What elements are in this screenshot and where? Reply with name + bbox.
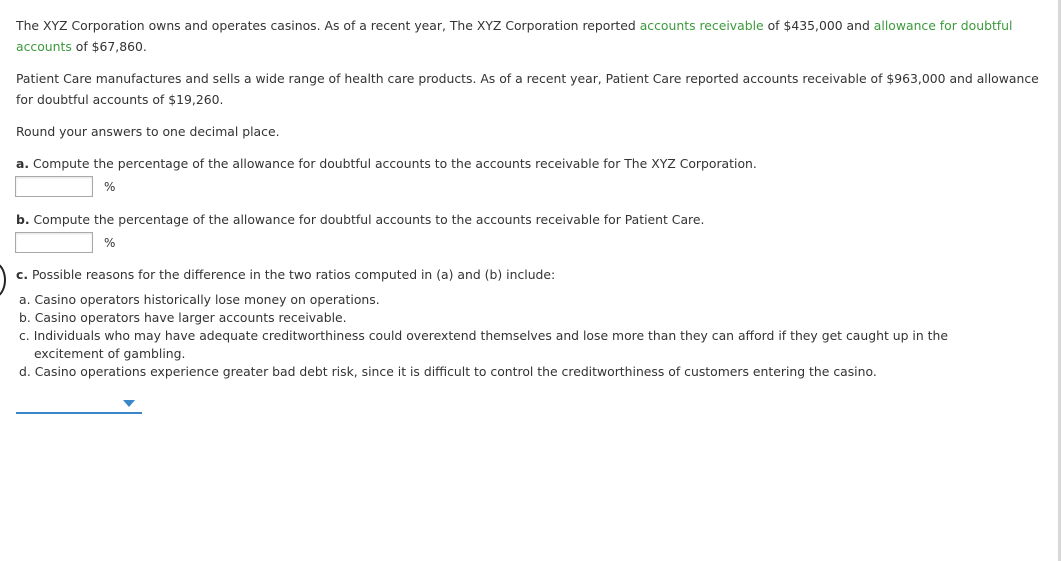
question-b-label: b. <box>16 212 30 227</box>
partial-circle-marker <box>0 262 6 298</box>
question-b-prompt <box>16 209 1048 230</box>
option-a-text: a. Casino operators historically lose money on operations. <box>19 292 380 307</box>
rounding-instruction: Round your answers to one decimal place. <box>16 124 280 139</box>
question-b-unit: % <box>104 235 116 250</box>
intro-xyz-paragraph <box>16 15 1048 57</box>
question-a-prompt <box>16 153 1048 174</box>
caret-down-icon[interactable] <box>123 400 135 407</box>
option-d-text: d. Casino operations experience greater bad debt risk, since it is difficult to control the creditworthiness of customers entering the casino. <box>19 364 877 379</box>
intro-xyz-tail: of $67,860. <box>71 39 147 54</box>
question-c-dropdown[interactable] <box>16 396 142 414</box>
option-a <box>19 291 1019 309</box>
intro-xyz-lead: The XYZ Corporation owns and operates casinos. As of a recent year, The XYZ Corporation reported <box>16 18 640 33</box>
intro-xyz-mid: of $435,000 and <box>763 18 874 33</box>
option-d <box>19 363 1019 381</box>
option-c-text: c. Individuals who may have adequate creditworthiness could overextend themselves and lose more than they can afford if they get caught up in the excitement of gambling. <box>19 328 948 361</box>
question-a-unit: % <box>104 179 116 194</box>
question-a-text: Compute the percentage of the allowance for doubtful accounts to the accounts receivable for The XYZ Corporation. <box>29 156 757 171</box>
intro-patient-care-paragraph: Patient Care manufactures and sells a wide range of health care products. As of a recent year, Patient Care reported accounts receivable of $963,000 and allowance for doubtful accounts of $19,260. <box>16 71 1039 107</box>
question-a-answer-row <box>15 175 115 198</box>
option-b-text: b. Casino operators have larger accounts receivable. <box>19 310 347 325</box>
term-allowance-doubtful-accounts[interactable]: allowance for doubtful accounts <box>16 18 1013 54</box>
question-c-text: Possible reasons for the difference in the two ratios computed in (a) and (b) include: <box>28 267 556 282</box>
question-a-label: a. <box>16 156 30 171</box>
question-b-text: Compute the percentage of the allowance for doubtful accounts to the accounts receivable for Patient Care. <box>29 212 705 227</box>
question-b-input[interactable] <box>15 232 93 253</box>
term-accounts-receivable[interactable]: accounts receivable <box>639 18 764 33</box>
question-c-prompt <box>16 264 1048 285</box>
option-c <box>19 327 1019 363</box>
question-c-label: c. <box>16 267 29 282</box>
question-a-input[interactable] <box>15 176 93 197</box>
question-b-answer-row <box>15 231 115 254</box>
option-b <box>19 309 1019 327</box>
